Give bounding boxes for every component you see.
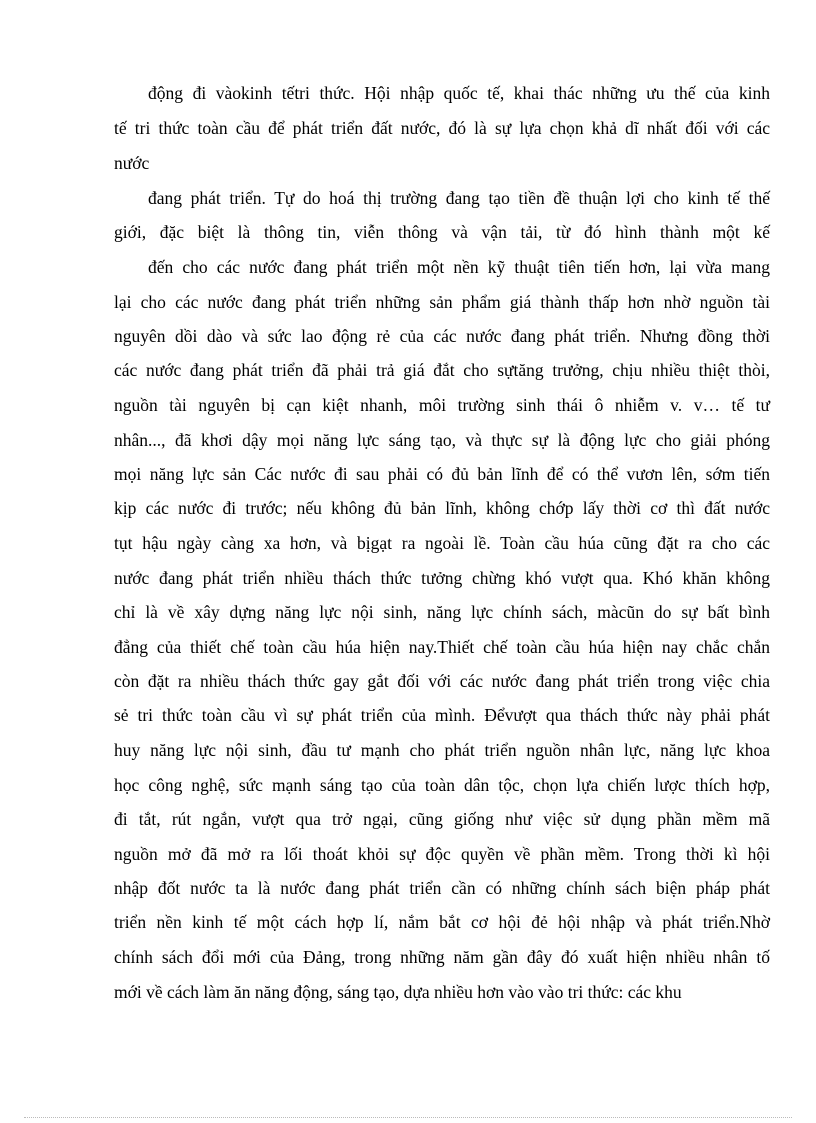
text-line: nhập đốt nước ta là nước đang phát triển cần có những chính sách biện pháp phát	[114, 878, 770, 898]
text-line: giới, đặc biệt là thông tin, viễn thông và vận tải, từ đó hình thành một kế	[114, 222, 770, 242]
text-line: huy năng lực nội sinh, đầu tư mạnh cho phát triển nguồn nhân lực, năng lực khoa	[114, 740, 770, 760]
text-line: còn đặt ra nhiều thách thức gay gắt đối với các nước đang phát triển trong việc chia	[114, 671, 770, 691]
text-line: tế tri thức toàn cầu để phát triển đất nước, đó là sự lựa chọn khả dĩ nhất đối với các	[114, 118, 770, 138]
text-line: chính sách đổi mới của Đảng, trong những năm gần đây đó xuất hiện nhiều nhân tố	[114, 947, 770, 967]
text-line: học công nghệ, sức mạnh sáng tạo của toàn dân tộc, chọn lựa chiến lược thích hợp,	[114, 775, 770, 795]
text-line: đi tắt, rút ngắn, vượt qua trở ngại, cũng giống như việc sử dụng phần mềm mã	[114, 809, 770, 829]
text-line: đẳng của thiết chế toàn cầu húa hiện nay.Thiết chế toàn cầu húa hiện nay chắc chắn	[114, 637, 770, 657]
text-line: mới về cách làm ăn năng động, sáng tạo, dựa nhiều hơn vào vào tri thức: các khu	[114, 982, 682, 1002]
text-line: lại cho các nước đang phát triển những sản phẩm giá thành thấp hơn nhờ nguồn tài	[114, 292, 770, 312]
text-line: tụt hậu ngày càng xa hơn, và bịgạt ra ngoài lề. Toàn cầu húa cũng đặt ra cho các	[114, 533, 770, 553]
text-line: sẻ tri thức toàn cầu vì sự phát triển của mình. Đểvượt qua thách thức này phải phát	[114, 705, 770, 725]
text-line: các nước đang phát triển đã phải trả giá đắt cho sựtăng trưởng, chịu nhiều thiệt thòi,	[114, 360, 770, 380]
text-line: nguyên dồi dào và sức lao động rẻ của các nước đang phát triển. Nhưng đồng thời	[114, 326, 770, 346]
text-line: động đi vàokinh tếtri thức. Hội nhập quốc tế, khai thác những ưu thế của kinh	[148, 83, 770, 103]
text-line: nguồn mở đã mở ra lối thoát khỏi sự độc quyền về phần mềm. Trong thời kì hội	[114, 844, 770, 864]
text-line: nguồn tài nguyên bị cạn kiệt nhanh, môi trường sinh thái ô nhiễm v. v… tế tư	[114, 395, 770, 415]
text-line: nước đang phát triển nhiều thách thức tưởng chừng khó vượt qua. Khó khăn không	[114, 568, 770, 588]
text-line: đến cho các nước đang phát triển một nền kỹ thuật tiên tiến hơn, lại vừa mang	[148, 257, 770, 277]
text-line: nước	[114, 153, 150, 173]
text-line: mọi năng lực sản Các nước đi sau phải có đủ bản lĩnh để có thể vươn lên, sớm tiến	[114, 464, 770, 484]
text-line: chỉ là về xây dựng năng lực nội sinh, năng lực chính sách, màcũn do sự bất bình	[114, 602, 770, 622]
text-line: đang phát triển. Tự do hoá thị trường đang tạo tiền đề thuận lợi cho kinh tế thế	[148, 188, 770, 208]
page-bottom-divider	[24, 1117, 792, 1118]
text-line: kịp các nước đi trước; nếu không đủ bản lĩnh, không chớp lấy thời cơ thì đất nước	[114, 498, 770, 518]
text-line: nhân..., đã khơi dậy mọi năng lực sáng tạo, và thực sự là động lực cho giải phóng	[114, 430, 770, 450]
text-line: triển nền kinh tế một cách hợp lí, nắm bắt cơ hội đẻ hội nhập và phát triển.Nhờ	[114, 912, 770, 932]
